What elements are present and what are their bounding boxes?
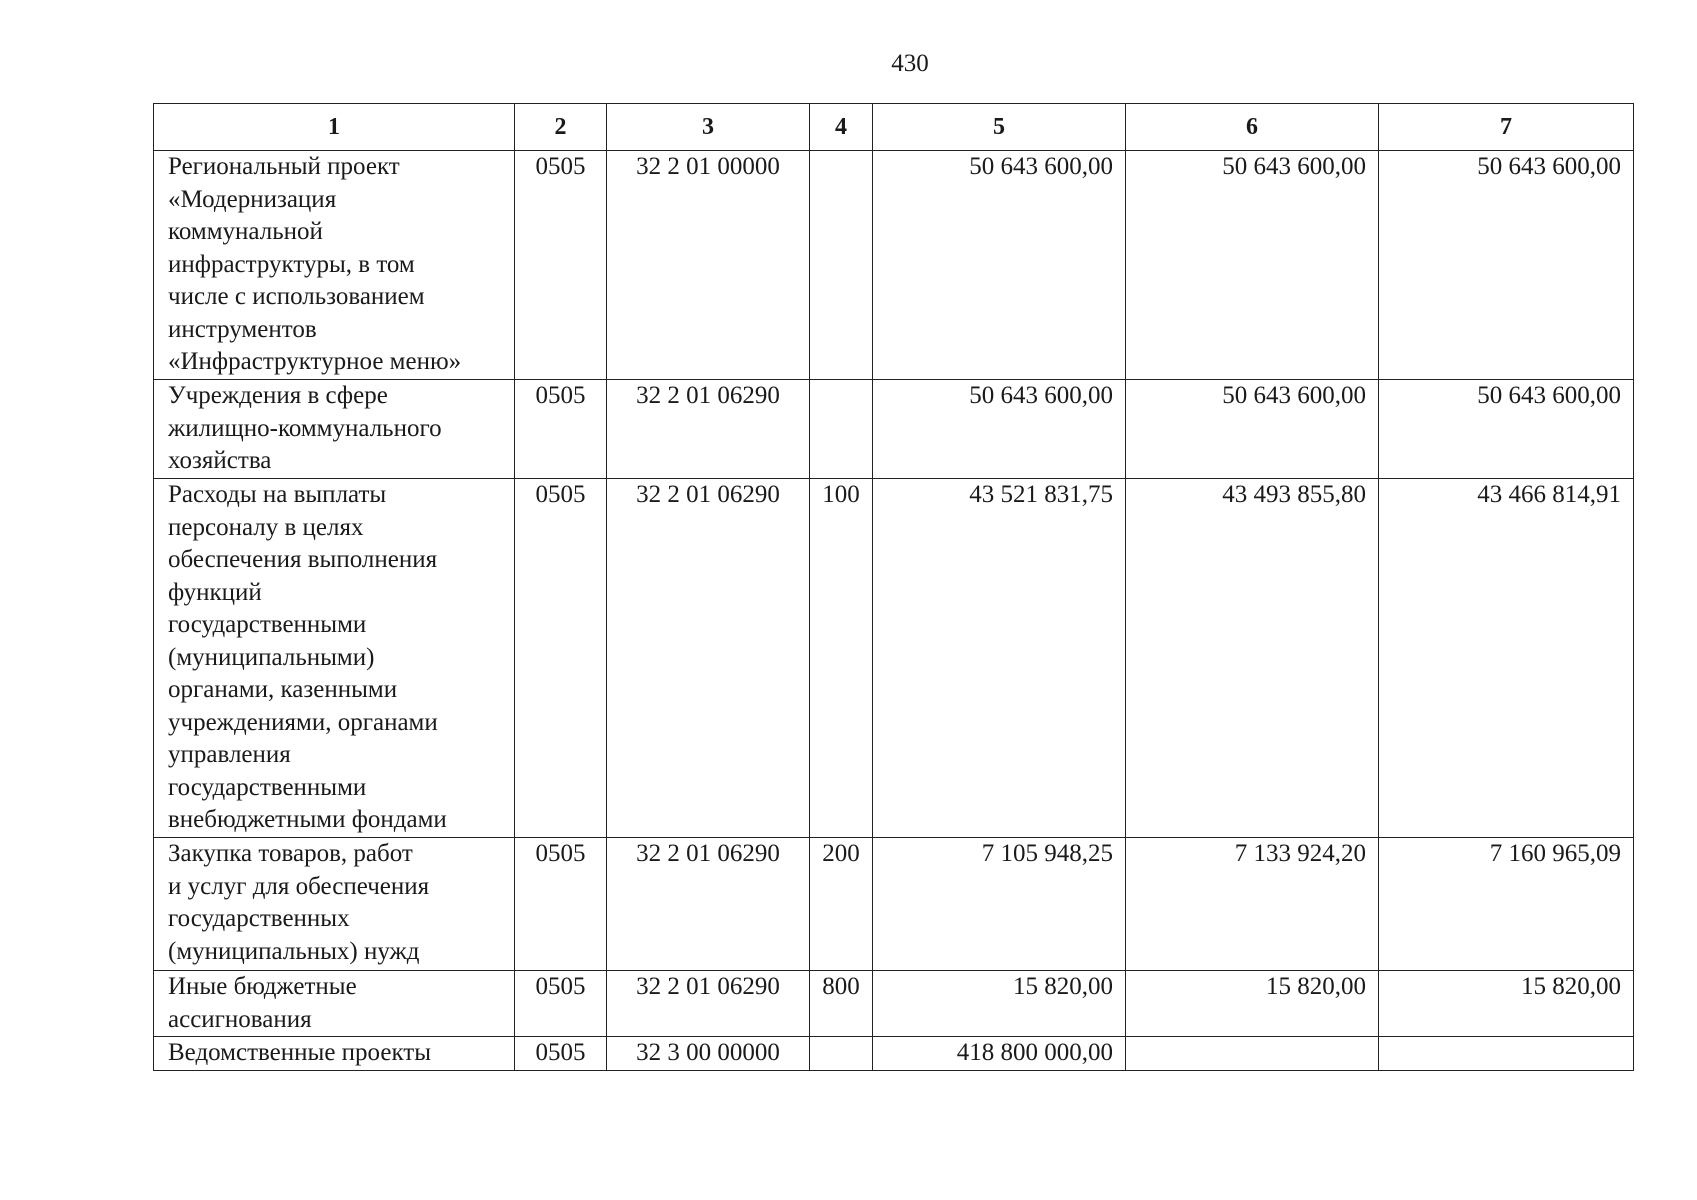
table-row (154, 838, 1634, 971)
row-target-article: 32 2 01 06290 (607, 971, 810, 1037)
row-expense-type: 200 (810, 838, 873, 971)
row-target-article: 32 2 01 06290 (607, 838, 810, 971)
table-row (154, 479, 1634, 838)
row-section-code: 0505 (515, 479, 607, 838)
row-target-article: 32 2 01 00000 (607, 151, 810, 380)
row-sum-col5: 50 643 600,00 (873, 380, 1126, 479)
row-target-article: 32 2 01 06290 (607, 479, 810, 838)
budget-table (153, 103, 1634, 1071)
table-row (154, 971, 1634, 1037)
row-target-article: 32 3 00 00000 (607, 1037, 810, 1071)
row-section-code: 0505 (515, 971, 607, 1037)
row-sum-col5: 418 800 000,00 (873, 1037, 1126, 1071)
header-col-7: 7 (1379, 104, 1634, 151)
row-sum-col5: 43 521 831,75 (873, 479, 1126, 838)
row-name: Учреждения в сфере жилищно-коммунального хозяйства (154, 380, 515, 479)
page-number: 430 (891, 50, 929, 77)
row-sum-col6: 50 643 600,00 (1126, 380, 1379, 479)
row-name: Ведомственные проекты (154, 1037, 515, 1071)
row-sum-col6: 50 643 600,00 (1126, 151, 1379, 380)
table-row (154, 1037, 1634, 1071)
row-name: Закупка товаров, работ и услуг для обеспечения государственных (муниципальных) нужд (154, 838, 515, 971)
row-sum-col7: 50 643 600,00 (1379, 380, 1634, 479)
row-expense-type (810, 1037, 873, 1071)
row-sum-col6: 15 820,00 (1126, 971, 1379, 1037)
table-row (154, 380, 1634, 479)
row-sum-col7: 7 160 965,09 (1379, 838, 1634, 971)
row-target-article: 32 2 01 06290 (607, 380, 810, 479)
row-expense-type: 800 (810, 971, 873, 1037)
row-expense-type (810, 151, 873, 380)
row-sum-col7: 50 643 600,00 (1379, 151, 1634, 380)
row-sum-col7: 43 466 814,91 (1379, 479, 1634, 838)
row-sum-col7: 15 820,00 (1379, 971, 1634, 1037)
header-col-4: 4 (810, 104, 873, 151)
row-sum-col7 (1379, 1037, 1634, 1071)
row-expense-type: 100 (810, 479, 873, 838)
row-section-code: 0505 (515, 838, 607, 971)
row-section-code: 0505 (515, 151, 607, 380)
header-col-1: 1 (154, 104, 515, 151)
row-section-code: 0505 (515, 380, 607, 479)
row-expense-type (810, 380, 873, 479)
row-sum-col5: 15 820,00 (873, 971, 1126, 1037)
row-sum-col6 (1126, 1037, 1379, 1071)
row-sum-col6: 7 133 924,20 (1126, 838, 1379, 971)
row-sum-col5: 50 643 600,00 (873, 151, 1126, 380)
row-name: Иные бюджетные ассигнования (154, 971, 515, 1037)
row-name: Расходы на выплаты персоналу в целях обеспечения выполнения функций государственными (муниципальными) органами, казенными учреждениями, органами управления государственными внебюджетными фондами (154, 479, 515, 838)
header-col-2: 2 (515, 104, 607, 151)
row-sum-col5: 7 105 948,25 (873, 838, 1126, 971)
header-row (154, 104, 1634, 151)
row-sum-col6: 43 493 855,80 (1126, 479, 1379, 838)
header-col-3: 3 (607, 104, 810, 151)
table-row (154, 151, 1634, 380)
header-col-5: 5 (873, 104, 1126, 151)
row-section-code: 0505 (515, 1037, 607, 1071)
header-col-6: 6 (1126, 104, 1379, 151)
row-name: Региональный проект «Модернизация коммунальной инфраструктуры, в том числе с использованием инструментов «Инфраструктурное меню» (154, 151, 515, 380)
